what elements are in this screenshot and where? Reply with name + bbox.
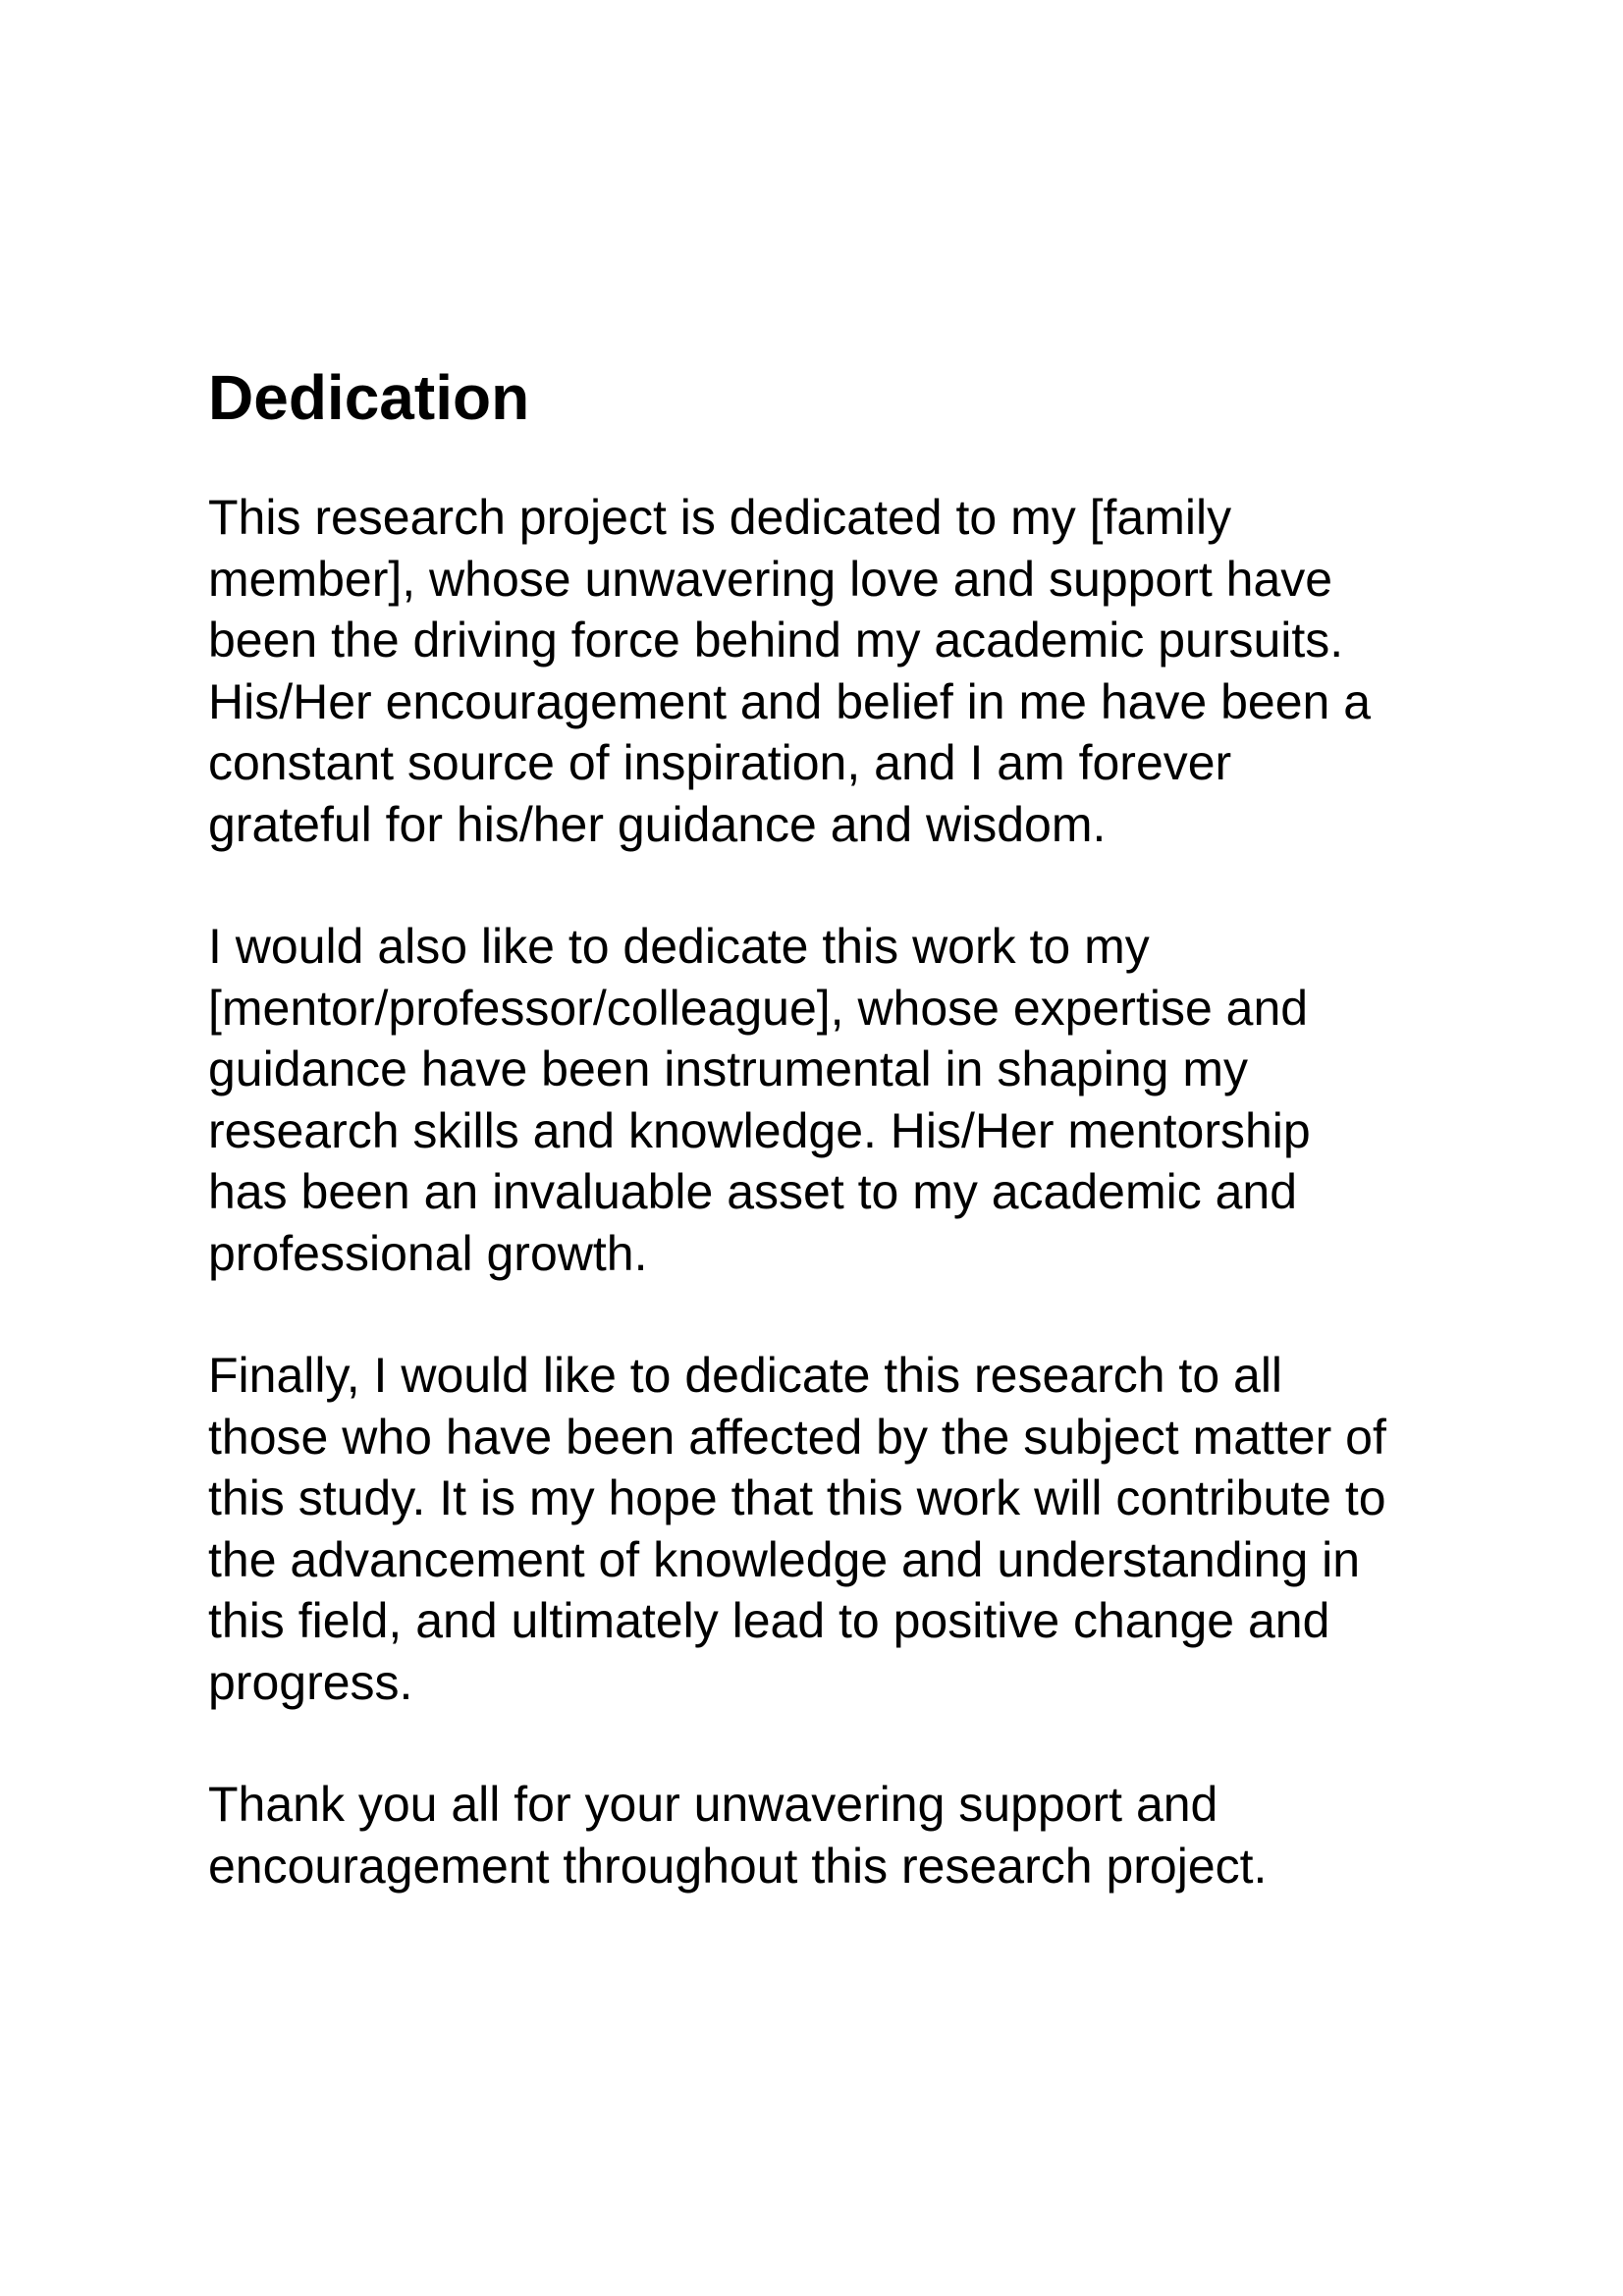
text-line: been the driving force behind my academic pursuits. [208,613,1344,667]
paragraph-mentor-dedication [208,916,1524,1284]
text-line: encouragement throughout this research project. [208,1838,1268,1894]
text-line: research skills and knowledge. His/Her mentorship [208,1102,1311,1158]
text-line: His/Her encouragement and belief in me have been a [208,673,1372,729]
text-line: professional growth. [208,1225,648,1281]
text-line: grateful for his/her guidance and wisdom. [208,796,1107,852]
paragraph-thanks [208,1774,1524,1896]
text-line: progress. [208,1654,413,1710]
text-line: This research project is dedicated to my [family [208,490,1232,545]
text-line: I would also like to dedicate this work to my [208,919,1150,974]
text-line: Thank you all for your unwavering support and [208,1777,1218,1832]
text-line: guidance have been instrumental in shaping my [208,1041,1249,1096]
text-line: member], whose unwavering love and support have [208,551,1333,607]
text-line: this field, and ultimately lead to positive change and [208,1593,1330,1648]
text-line: has been an invaluable asset to my academic and [208,1164,1298,1219]
document-body [208,353,1524,1896]
page-title: Dedication [208,362,530,433]
text-line: constant source of inspiration, and I am forever [208,735,1232,790]
paragraph-family-dedication [208,487,1524,855]
paragraph-affected-dedication [208,1345,1524,1713]
text-line: the advancement of knowledge and understanding in [208,1531,1361,1587]
text-line: Finally, I would like to dedicate this research to all [208,1348,1283,1403]
text-line: this study. It is my hope that this work will contribute to [208,1470,1386,1525]
text-line: those who have been affected by the subject matter of [208,1409,1386,1465]
text-line: [mentor/professor/colleague], whose expertise and [208,980,1309,1036]
